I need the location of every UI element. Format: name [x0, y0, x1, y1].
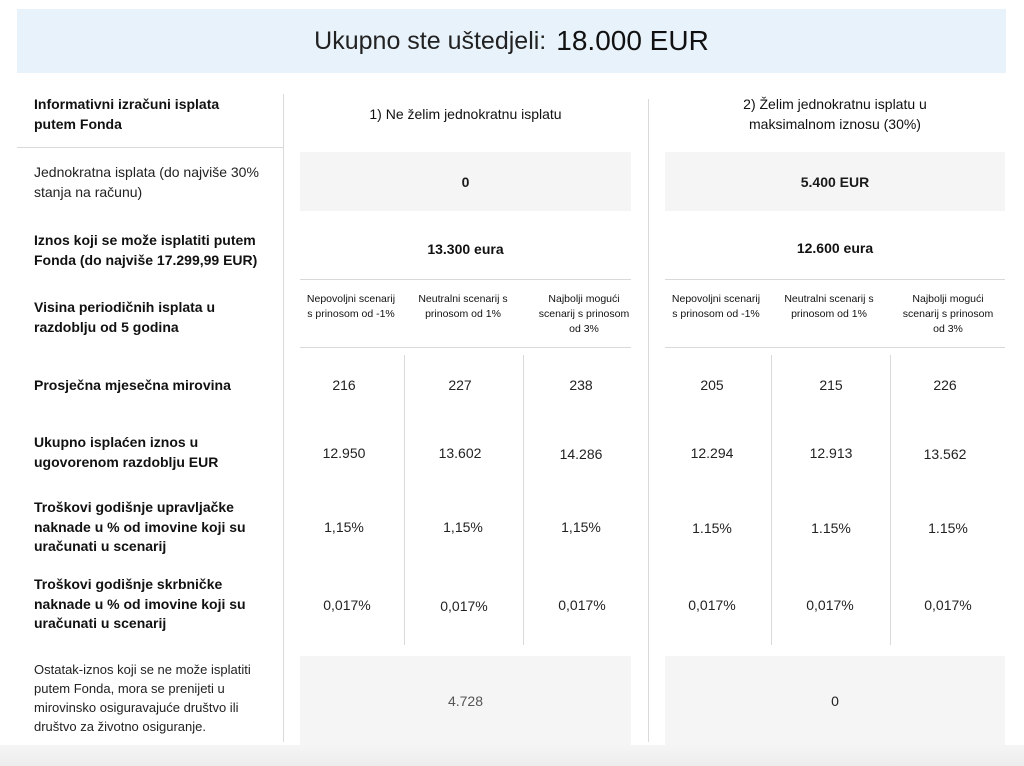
- opt2-pension-best: 226: [933, 377, 957, 393]
- divider-options: [648, 99, 649, 742]
- opt1-mgmt-neutral: 1,15%: [443, 519, 483, 535]
- opt2-fund-amount: 12.600 eura: [796, 240, 874, 256]
- opt2-custody-neutral: 0,017%: [806, 597, 854, 613]
- opt2-scenario-underline: [665, 347, 1005, 348]
- total-savings-banner: [17, 9, 1006, 73]
- row-label-pension: Prosječna mjesečna mirovina: [34, 377, 231, 393]
- row-label-total-paid: Ukupno isplaćen iznos u ugovorenom razdoblju EUR: [34, 434, 219, 470]
- row-label-remainder: Ostatak-iznos koji se ne može isplatiti putem Fonda, mora se prenijeti u mirovinsko osiguravajuće društvo ili društvo za životno osiguranje.: [34, 662, 251, 734]
- opt2-mgmt-best: 1.15%: [928, 520, 968, 536]
- row-label-one-time-payout: Jednokratna isplata (do najviše 30% stanja na računu): [34, 164, 259, 200]
- opt1-mgmt-unfavourable: 1,15%: [324, 519, 364, 535]
- opt2-mgmt-unfavourable: 1.15%: [692, 520, 732, 536]
- header-underline: [17, 147, 283, 148]
- opt1-total-neutral: 13.602: [438, 445, 482, 461]
- opt1-total-best: 14.286: [559, 446, 603, 462]
- opt2-amount-underline: [665, 279, 1005, 280]
- opt1-scenario-unfavourable: Nepovoljni scenarij s prinosom od -1%: [306, 293, 396, 320]
- total-savings-label: Ukupno ste uštedjeli:: [314, 26, 547, 55]
- opt2-mgmt-neutral: 1.15%: [811, 520, 851, 536]
- opt2-one-time-value: 5.400 EUR: [665, 152, 1005, 211]
- option-1-heading: 1) Ne želim jednokratnu isplatu: [369, 106, 562, 122]
- row-label-custody-fee: Troškovi godišnje skrbničke naknade u % od imovine koji su uračunati u scenarij: [34, 576, 246, 631]
- opt2-total-neutral: 12.913: [809, 445, 853, 461]
- row-label-management-fee: Troškovi godišnje upravljačke naknade u % od imovine koji su uračunati u scenarij: [34, 499, 246, 554]
- opt1-remainder-value: 4.728: [300, 656, 631, 745]
- row-label-periodic: Visina periodičnih isplata u razdoblju od 5 godina: [34, 299, 216, 335]
- opt2-scenario-neutral: Neutralni scenarij s prinosom od 1%: [784, 293, 874, 320]
- opt1-total-unfavourable: 12.950: [322, 445, 366, 461]
- opt2-pension-unfavourable: 205: [700, 377, 724, 393]
- opt2-custody-best: 0,017%: [924, 597, 972, 613]
- opt1-custody-unfavourable: 0,017%: [323, 597, 371, 613]
- page-bottom-strip: [0, 745, 1024, 766]
- option-2-heading: 2) Želim jednokratnu isplatu u maksimalnom iznosu (30%): [743, 96, 927, 132]
- table-title: Informativni izračuni isplata putem Fonda: [34, 96, 220, 132]
- opt1-pension-neutral: 227: [448, 377, 472, 393]
- opt1-custody-best: 0,017%: [558, 597, 606, 613]
- opt1-custody-neutral: 0,017%: [440, 598, 488, 614]
- opt1-amount-underline: [300, 279, 631, 280]
- opt2-pension-neutral: 215: [819, 377, 843, 393]
- opt1-mgmt-best: 1,15%: [561, 519, 601, 535]
- opt1-pension-unfavourable: 216: [332, 377, 356, 393]
- row-label-fund-amount: [34, 231, 274, 270]
- opt2-total-unfavourable: 12.294: [690, 445, 734, 461]
- opt1-one-time-value: 0: [300, 152, 631, 211]
- opt2-remainder-value: 0: [665, 656, 1005, 745]
- divider-label-column: [283, 94, 284, 742]
- opt2-custody-unfavourable: 0,017%: [688, 597, 736, 613]
- opt1-scenario-neutral: Neutralni scenarij s prinosom od 1%: [418, 293, 508, 320]
- opt1-fund-amount: 13.300 eura: [427, 241, 504, 257]
- opt1-scenario-underline: [300, 347, 631, 348]
- opt2-scenario-best: Najbolji mogući scenarij s prinosom od 3%: [902, 293, 994, 335]
- fund-amount-label-limit: 17.299,99 EUR: [156, 251, 253, 268]
- total-savings-amount: 18.000 EUR: [556, 25, 709, 56]
- fund-amount-label-end: ): [252, 251, 258, 268]
- opt1-scenario-best: Najbolji mogući scenarij s prinosom od 3%: [538, 293, 630, 335]
- opt2-total-best: 13.562: [923, 446, 967, 462]
- fund-amount-label-start: Iznos koji se može isplatiti putem Fonda (do najviše: [34, 232, 256, 268]
- opt2-scenario-unfavourable: Nepovoljni scenarij s prinosom od -1%: [671, 293, 761, 320]
- opt1-pension-best: 238: [569, 377, 593, 393]
